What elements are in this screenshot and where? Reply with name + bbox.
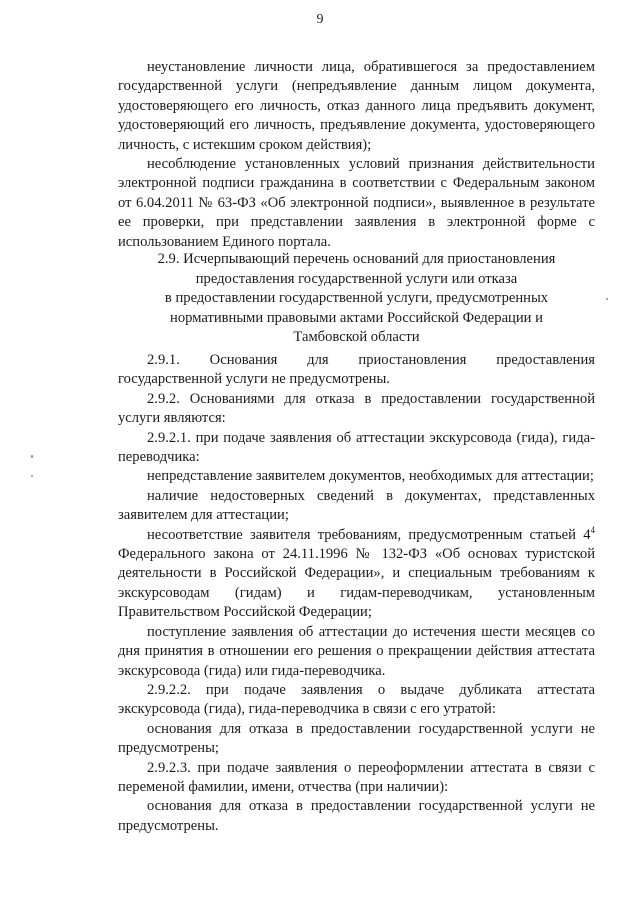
paragraph-2-9-2-2: 2.9.2.2. при подаче заявления о выдаче дубликата аттестата экскурсовода (гида), гида-переводчика в связи с его утратой: [118,681,595,718]
paragraph-signature-invalid: несоблюдение установленных условий признания действительности электронной подписи гражданина в соответствии с Федеральным законом от 6.04.2011 № 63-ФЗ «Об электронной подписи», выявленное в результате ее проверки, при представлении заявления в электронной форме с использованием Единого портала. [118,156,595,250]
paragraph-identity-not-established: неустановление личности лица, обратившегося за предоставлением государственной услуги (непредъявление данным лицом документа, удостоверяющего его личность, отказ данного лица предъявить документ, удостоверяющий его личность, предъявление документа, удостоверяющего личность, с истекшим сроком действия); [118,59,595,153]
paragraph-block-main [118,351,595,836]
scan-speck [606,298,608,300]
heading-line: Тамбовской области [293,329,420,346]
paragraph-2-9-2-1: 2.9.2.1. при подаче заявления об аттестации экскурсовода (гида), гида-переводчика: [118,429,595,466]
scan-speck [31,455,33,458]
requirements-text-end: Федерального закона от 24.11.1996 № 132-ФЗ «Об основах туристской деятельности в Российской Федерации», и специальным требованиям к экскурсоводам (гидам) и гидам-переводчикам, установленным Правительством Российской Федерации; [118,546,595,621]
article-superscript: 4 [590,524,595,535]
paragraph-false-information: наличие недостоверных сведений в документах, представленных заявителем для аттестации; [118,487,595,524]
section-heading-2-9 [118,250,595,348]
requirements-text-start: несоответствие заявителя требованиям, предусмотренным статьей 4 [147,526,591,543]
paragraph-2-9-1: 2.9.1. Основания для приостановления предоставления государственной услуги не предусмотрены. [118,352,595,388]
paragraph-2-9-2-3: 2.9.2.3. при подаче заявления о переоформлении аттестата в связи с переменой фамилии, имени, отчества (при наличии): [118,759,595,795]
scan-speck [31,475,33,477]
paragraph-2-9-2: 2.9.2. Основаниями для отказа в предоставлении государственной услуги являются: [118,390,595,427]
paragraph-duplicate-no-grounds: основания для отказа в предоставлении государственной услуги не предусмотрены; [118,720,595,757]
heading-line: нормативными правовыми актами Российской Федерации и [170,309,543,326]
heading-line: в предоставлении государственной услуги, предусмотренных [164,290,549,307]
heading-line: предоставления государственной услуги или отказа [195,270,518,287]
paragraph-reissue-no-grounds: основания для отказа в предоставлении государственной услуги не предусмотрены. [118,798,595,834]
page-number: 9 [316,12,324,27]
paragraph-requirements-mismatch [118,526,595,623]
paragraph-no-documents: непредставление заявителем документов, необходимых для аттестации; [147,468,594,485]
paragraph-block-top [118,58,595,252]
paragraph-six-months: поступление заявления об аттестации до истечения шести месяцев со дня принятия в отношении его решения о прекращении действия аттестата экскурсовода (гида) или гида-переводчика. [118,623,595,679]
heading-line: 2.9. Исчерпывающий перечень оснований для приостановления [157,251,556,267]
